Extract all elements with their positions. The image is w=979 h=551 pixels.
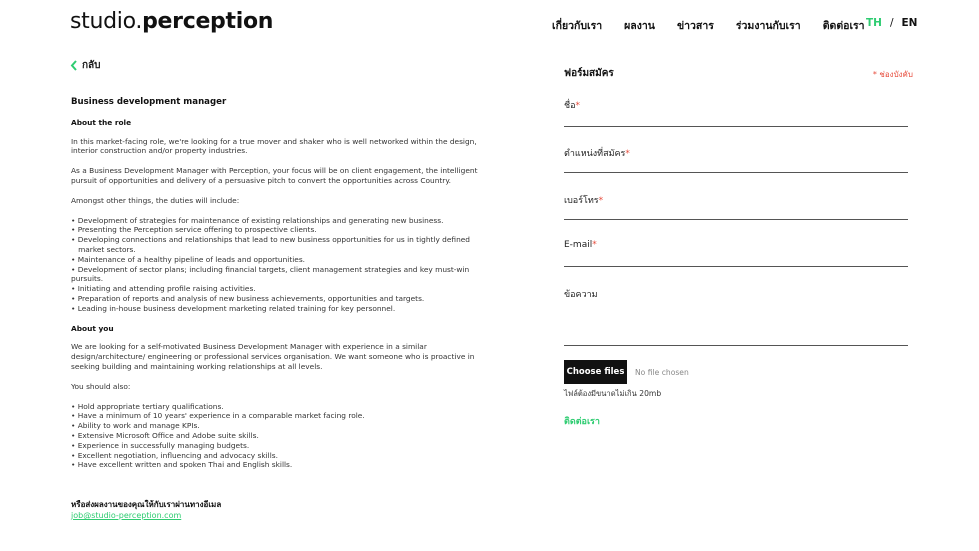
nav-item-works[interactable]: ผลงาน [624, 20, 655, 32]
back-label: กลับ [82, 60, 101, 71]
role-paragraph-2: As a Business Development Manager with Perception, your focus will be on client engagement, the intelligent pursuit of opportunities and delivery of a persuasive pitch to convert the opportunities across Country. [71, 166, 478, 185]
required-note: * ช่องบังคับ [872, 70, 913, 79]
lang-th[interactable]: TH [866, 17, 882, 29]
phone-input[interactable] [564, 213, 908, 227]
file-status: No file chosen [635, 367, 689, 377]
file-size-note: ไฟล์ต้องมีขนาดไม่เกิน 20mb [564, 389, 662, 398]
name-label: ชื่อ* [564, 101, 581, 111]
email-field [564, 240, 908, 270]
list-item: • Developing connections and relationships that lead to new business opportunities for us in tightly defined market sectors. [71, 235, 470, 254]
lang-en[interactable]: EN [901, 17, 918, 29]
role-paragraph-1: In this market-facing role, we're looking for a true mover and shaker who is well networked within the design, interior construction and/or property industries. [71, 136, 477, 156]
email-underline [564, 266, 908, 267]
logo-bold-text: perception [142, 9, 274, 34]
list-item: • Presenting the Perception service offering to prospective clients. [71, 225, 317, 235]
list-item: • Have excellent written and spoken Thai and English skills. [71, 460, 293, 470]
about-you-heading: About you [71, 323, 114, 333]
name-field [564, 98, 908, 132]
you-paragraph-2: You should also: [71, 381, 131, 391]
position-field [564, 146, 908, 180]
list-item: • Excellent negotiation, influencing and advocacy skills. [71, 450, 278, 460]
position-underline [564, 172, 908, 173]
main-nav [552, 17, 887, 34]
requirements-list [71, 402, 501, 471]
phone-underline [564, 219, 908, 220]
list-item: • Preparation of reports and analysis of new business achievements, opportunities and targets. [71, 293, 425, 303]
position-input[interactable] [564, 166, 908, 180]
name-input[interactable] [564, 118, 908, 132]
list-item: • Maintenance of a healthy pipeline of leads and opportunities. [71, 254, 306, 264]
file-upload-row [564, 360, 689, 384]
language-switcher [866, 17, 917, 29]
you-paragraph-1: We are looking for a self-motivated Business Development Manager with experience in a similar design/architecture/ engineering or professional services organisation. We want someone who is proactive in seeking building and maintaining working relationships at all levels. [71, 342, 475, 371]
list-item: • Initiating and attending profile raising activities. [71, 284, 256, 294]
message-field [564, 287, 908, 351]
list-item: • Development of sector plans; including financial targets, client management strategies and key must-win pursuits. [71, 264, 472, 284]
email-input[interactable] [564, 256, 908, 270]
email-submission-block [71, 499, 221, 521]
list-item: • Extensive Microsoft Office and Adobe suite skills. [71, 430, 259, 440]
phone-field [564, 193, 908, 227]
phone-label: เบอร์โทร* [564, 196, 604, 206]
nav-item-contact[interactable]: ติดต่อเรา [822, 20, 865, 32]
logo-light-text: studio. [70, 9, 143, 34]
email-submission-label: หรือส่งผลงานของคุณให้กับเราผ่านทางอีเมล [71, 500, 222, 509]
chevron-left-icon [70, 60, 78, 71]
position-label: ตำแหน่งที่สมัคร* [564, 149, 630, 159]
job-description [71, 98, 501, 480]
list-item: • Development of strategies for maintenance of existing relationships and generating new business. [71, 215, 444, 225]
list-item: • Leading in-house business development marketing related training for key personnel. [71, 303, 396, 313]
submit-button[interactable]: ติดต่อเรา [564, 417, 600, 427]
list-item: • Hold appropriate tertiary qualifications. [71, 401, 224, 411]
job-title: Business development manager [71, 97, 227, 107]
about-role-heading: About the role [71, 117, 132, 127]
choose-files-button[interactable]: Choose files [564, 360, 627, 384]
site-logo[interactable] [70, 9, 273, 34]
form-title: ฟอร์มสมัคร [564, 68, 614, 79]
lang-separator: / [889, 17, 894, 29]
list-item: • Have a minimum of 10 years' experience in a comparable market facing role. [71, 411, 365, 421]
name-underline [564, 126, 908, 127]
list-item: • Ability to work and manage KPIs. [71, 421, 200, 431]
list-item: • Experience in successfully managing budgets. [71, 440, 250, 450]
duties-list [71, 216, 501, 314]
nav-item-about[interactable]: เกี่ยวกับเรา [552, 20, 603, 32]
job-email-link[interactable]: job@studio-perception.com [71, 511, 182, 520]
message-underline [564, 345, 908, 346]
email-label: E-mail* [564, 240, 597, 250]
nav-item-careers[interactable]: ร่วมงานกับเรา [735, 20, 801, 32]
nav-item-news[interactable]: ข่าวสาร [676, 20, 714, 32]
back-link[interactable] [70, 58, 101, 73]
message-label: ข้อความ [564, 290, 598, 300]
application-form [564, 66, 913, 427]
role-paragraph-3: Amongst other things, the duties will include: [71, 195, 240, 205]
